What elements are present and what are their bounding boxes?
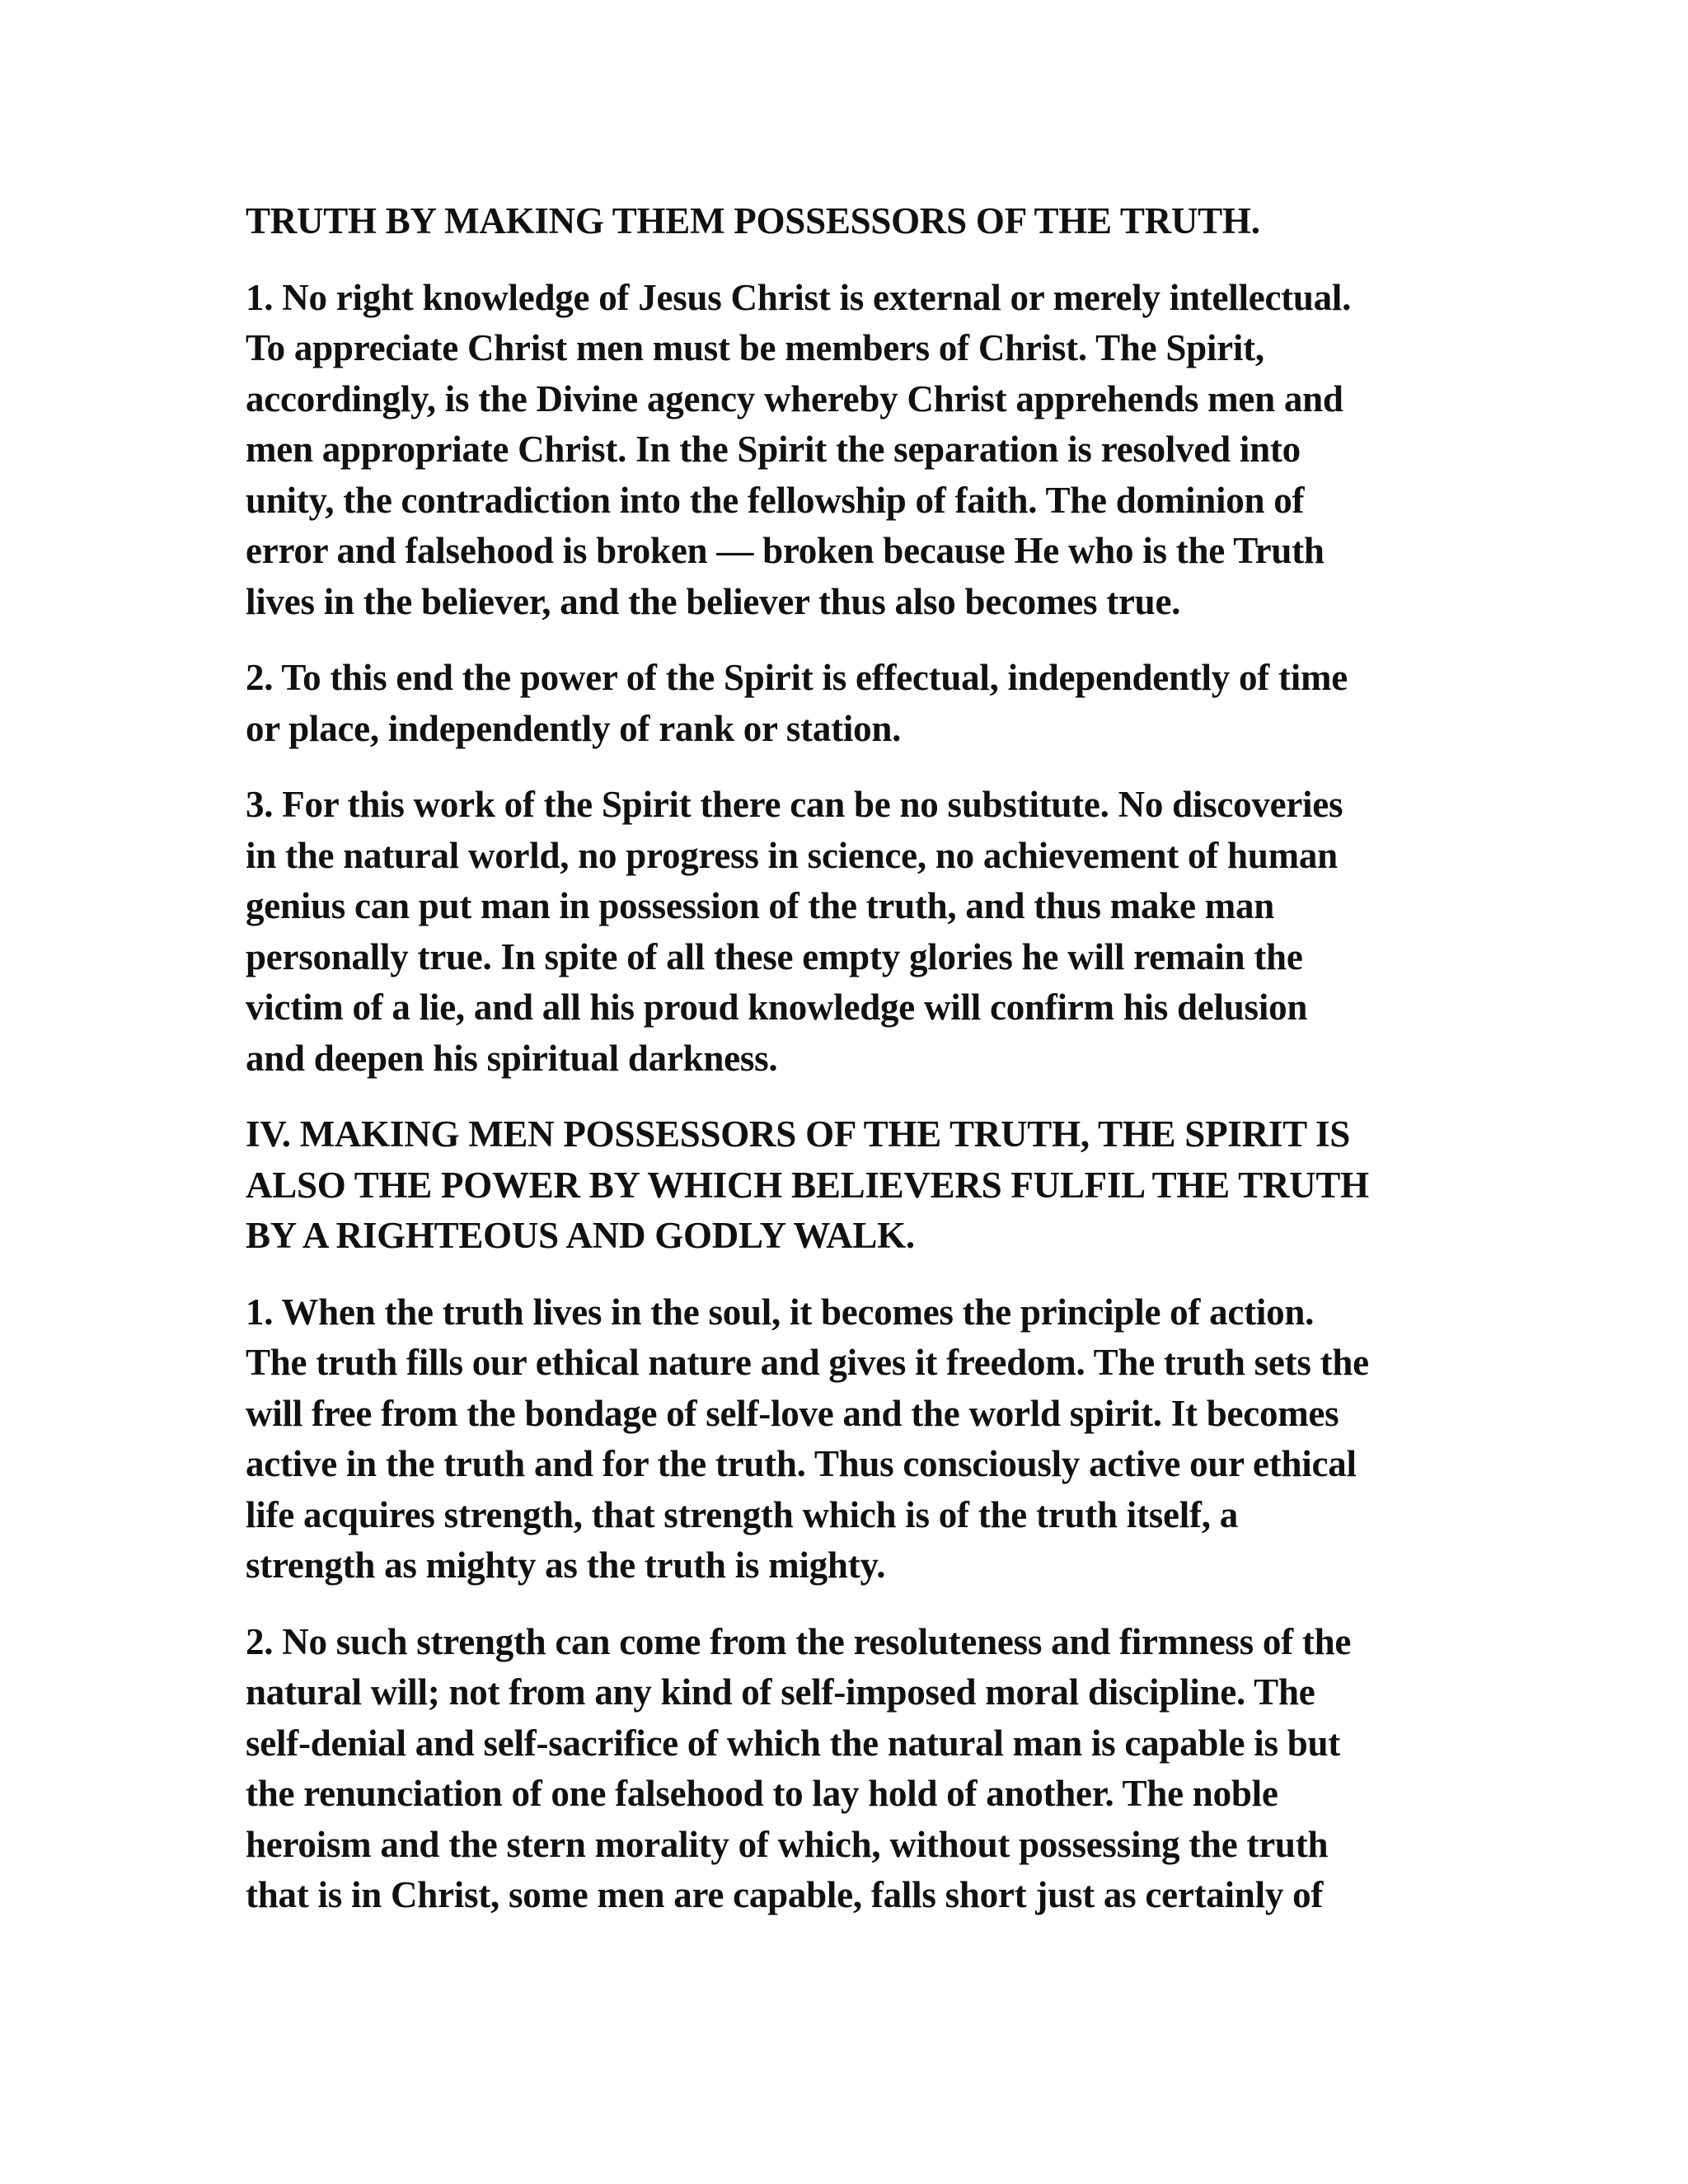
paragraph-point-3 xyxy=(246,780,1449,1084)
text-line: and deepen his spiritual darkness. xyxy=(246,1037,778,1079)
text-line: unity, the contradiction into the fellowship of faith. The dominion of xyxy=(246,479,1305,521)
text-line: 2. To this end the power of the Spirit is effectual, independently of time xyxy=(246,657,1348,698)
text-line: accordingly, is the Divine agency whereby Christ apprehends men and xyxy=(246,377,1343,419)
text-line: BY A RIGHTEOUS AND GODLY WALK. xyxy=(246,1215,915,1256)
paragraph-point-2 xyxy=(246,653,1449,754)
paragraph-section-iv-heading xyxy=(246,1109,1449,1262)
text-line: IV. MAKING MEN POSSESSORS OF THE TRUTH, THE SPIRIT IS xyxy=(246,1113,1351,1155)
paragraph-iv-point-2 xyxy=(246,1617,1449,1921)
text-line: personally true. In spite of all these empty glories he will remain the xyxy=(246,935,1303,977)
text-line: 2. No such strength can come from the resoluteness and firmness of the xyxy=(246,1620,1352,1662)
text-line: that is in Christ, some men are capable, falls short just as certainly of xyxy=(246,1874,1324,1915)
text-line: lives in the believer, and the believer thus also becomes true. xyxy=(246,580,1181,622)
text-line: 3. For this work of the Spirit there can be no substitute. No discoveries xyxy=(246,784,1343,825)
text-line: 1. When the truth lives in the soul, it becomes the principle of action. xyxy=(246,1291,1315,1333)
paragraph-iv-point-1 xyxy=(246,1287,1449,1591)
text-line: natural will; not from any kind of self-imposed moral discipline. The xyxy=(246,1671,1315,1713)
text-line: To appreciate Christ men must be members of Christ. The Spirit, xyxy=(246,327,1264,368)
text-line: strength as mighty as the truth is mighty. xyxy=(246,1544,886,1586)
text-line: or place, independently of rank or station. xyxy=(246,707,902,749)
document-body xyxy=(246,196,1449,1947)
text-line: heroism and the stern morality of which, without possessing the truth xyxy=(246,1823,1329,1865)
text-line: ALSO THE POWER BY WHICH BELIEVERS FULFIL THE TRUTH xyxy=(246,1164,1369,1206)
paragraph-point-1 xyxy=(246,273,1449,628)
text-line: The truth fills our ethical nature and gives it freedom. The truth sets the xyxy=(246,1342,1369,1383)
text-line: life acquires strength, that strength which is of the truth itself, a xyxy=(246,1493,1238,1535)
text-line: error and falsehood is broken — broken because He who is the Truth xyxy=(246,530,1325,571)
text-line: victim of a lie, and all his proud knowledge will confirm his delusion xyxy=(246,987,1308,1028)
text-line: genius can put man in possession of the truth, and thus make man xyxy=(246,885,1275,926)
text-line: self-denial and self-sacrifice of which the natural man is capable is but xyxy=(246,1722,1340,1764)
text-line: men appropriate Christ. In the Spirit the separation is resolved into xyxy=(246,429,1301,470)
text-line: active in the truth and for the truth. Thus consciously active our ethical xyxy=(246,1443,1357,1484)
text-line: will free from the bondage of self-love and the world spirit. It becomes xyxy=(246,1392,1339,1434)
paragraph-heading-continuation xyxy=(246,196,1449,247)
text-line: 1. No right knowledge of Jesus Christ is external or merely intellectual. xyxy=(246,276,1352,318)
text-line: TRUTH BY MAKING THEM POSSESSORS OF THE TRUTH. xyxy=(246,200,1260,241)
text-line: in the natural world, no progress in science, no achievement of human xyxy=(246,834,1338,876)
text-line: the renunciation of one falsehood to lay hold of another. The noble xyxy=(246,1773,1278,1814)
